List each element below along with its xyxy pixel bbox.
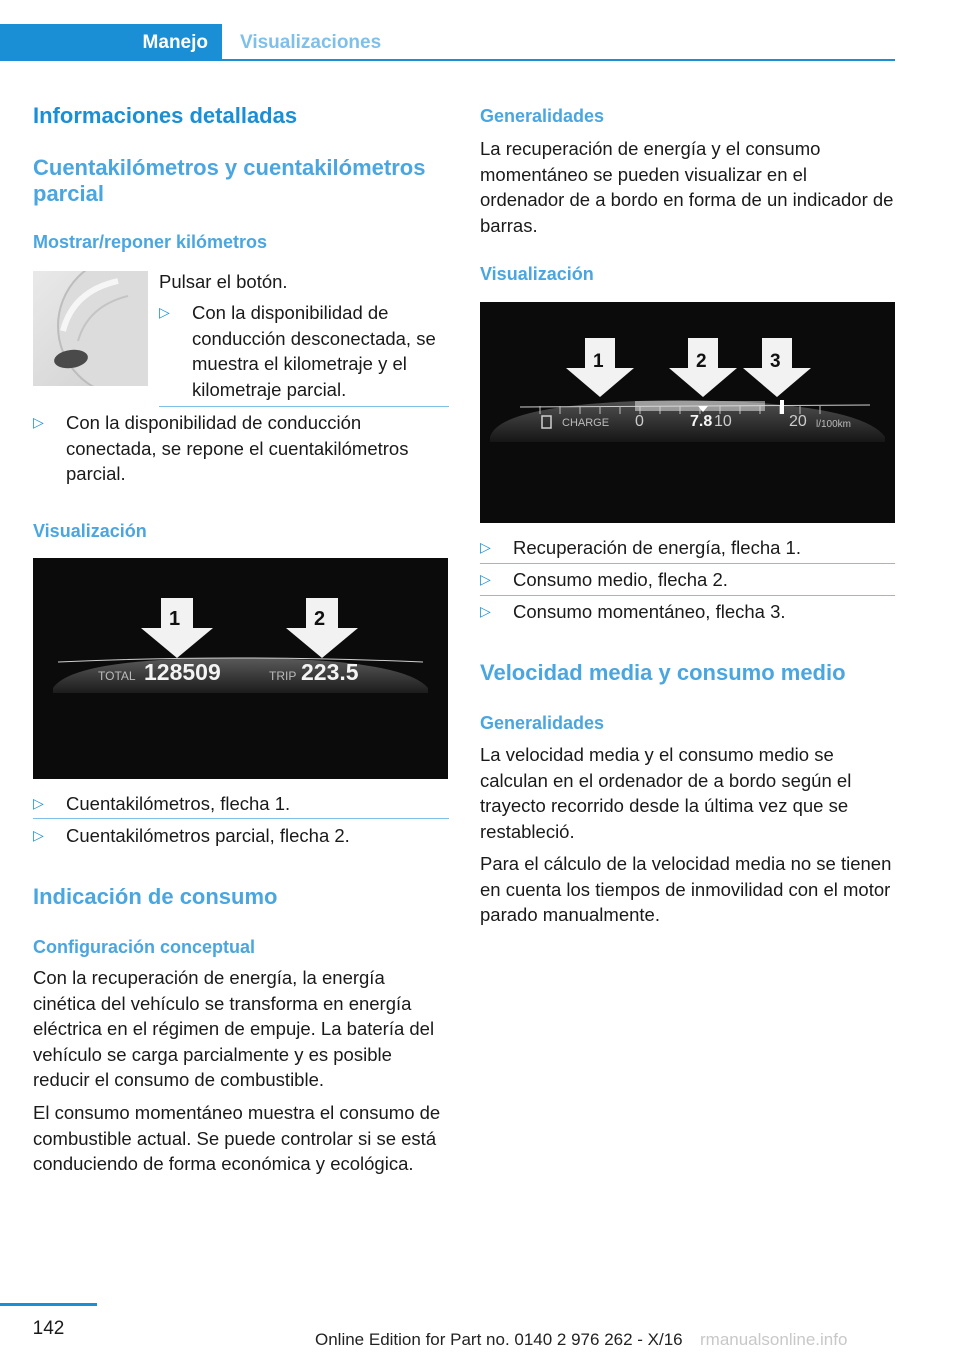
arrow-1-label: 1 xyxy=(169,608,181,630)
bullet-triangle-icon: ▷ xyxy=(480,571,491,587)
odometer-display-image xyxy=(33,558,448,779)
trip-label: TRIP xyxy=(269,669,297,683)
paragraph-average-1: La velocidad media y el consumo medio se calculan en el ordenador de a bordo según el trayecto recorrido desde la última vez que se restableció. xyxy=(480,744,852,842)
separator xyxy=(480,595,895,596)
arrow-2-label: 2 xyxy=(696,351,707,372)
consumption-display-image xyxy=(480,302,895,523)
list-item: ▷ Recuperación de energía, flecha 1. xyxy=(480,535,895,561)
press-button-text: Pulsar el botón. xyxy=(159,271,288,292)
subheading-general: Generalidades xyxy=(480,106,605,126)
heading-average: Velocidad media y consumo medio xyxy=(480,660,846,685)
bullet-triangle-icon: ▷ xyxy=(159,304,170,320)
bullet-triangle-icon: ▷ xyxy=(33,414,44,430)
consumption-value: 7.8 xyxy=(690,413,713,430)
paragraph-general: La recuperación de energía y el consumo momentáneo se pueden visualizar en el ordenador de a bordo en forma de un indicador de barras. xyxy=(480,138,894,236)
tick-twenty: 20 xyxy=(789,413,807,430)
list-item: ▷ Con la disponibilidad de conducción desconectada, se muestra el kilometraje y el kilometraje parcial. xyxy=(159,300,449,402)
arrow-2-label: 2 xyxy=(314,608,326,630)
arrow-1-label: 1 xyxy=(593,351,604,372)
heading-odometer: Cuentakilómetros y cuentakilómetros parcial xyxy=(33,155,426,206)
unit-label: l/100km xyxy=(816,419,852,430)
charge-label: CHARGE xyxy=(562,417,610,429)
paragraph-concept-2: El consumo momentáneo muestra el consumo de combustible actual. Se puede controlar si se está conduciendo de forma económica y ecológica. xyxy=(33,1102,441,1174)
bullet-triangle-icon: ▷ xyxy=(480,539,491,555)
subheading-concept: Configuración conceptual xyxy=(33,937,256,957)
list-item: ▷ Consumo medio, flecha 2. xyxy=(480,567,895,593)
watermark: rmanualsonline.info xyxy=(700,1330,848,1349)
tick-ten: 10 xyxy=(714,413,732,430)
edition-text: Online Edition for Part no. 0140 2 976 262 - X/16 xyxy=(315,1330,683,1349)
paragraph-average-2: Para el cálculo de la velocidad media no se tienen en cuenta los tiempos de inmovilidad con el motor parado manualmente. xyxy=(480,853,892,925)
list-item: ▷ Cuentakilómetros, flecha 1. xyxy=(33,791,449,817)
paragraph-concept-1: Con la recuperación de energía, la energía cinética del vehículo se transforma en energía eléctrica en el régimen de empuje. La batería del vehículo se carga parcialmente y es posible reducir el consumo de combustible. xyxy=(33,967,435,1090)
arrow-3-label: 3 xyxy=(770,351,781,372)
header-rule xyxy=(0,59,895,61)
total-label: TOTAL xyxy=(98,669,136,683)
subheading-display-right: Visualización xyxy=(480,264,594,284)
bullet-triangle-icon: ▷ xyxy=(33,827,44,843)
heading-consumption: Indicación de consumo xyxy=(33,884,278,909)
list-item: ▷ Con la disponibilidad de conducción conectada, se repone el cuentakilómetros parcial. xyxy=(33,410,449,487)
footer-rule xyxy=(0,1303,97,1306)
total-value: 128509 xyxy=(144,659,221,685)
tab-visualizaciones[interactable]: Visualizaciones xyxy=(240,31,382,53)
list-item: ▷ Cuentakilómetros parcial, flecha 2. xyxy=(33,823,449,849)
subheading-display-left: Visualización xyxy=(33,521,147,541)
tab-manejo[interactable]: Manejo xyxy=(0,24,222,61)
page-number: 142 xyxy=(32,1318,65,1339)
heading-detailed-info: Informaciones detalladas xyxy=(33,103,298,128)
separator xyxy=(33,818,449,819)
odometer-button-photo xyxy=(33,271,148,386)
tick-zero: 0 xyxy=(635,413,644,430)
bullet-triangle-icon: ▷ xyxy=(33,795,44,811)
list-item: ▷ Consumo momentáneo, flecha 3. xyxy=(480,599,895,625)
bullet-triangle-icon: ▷ xyxy=(480,603,491,619)
separator xyxy=(480,563,895,564)
subheading-general-2: Generalidades xyxy=(480,713,605,733)
subheading-show-reset: Mostrar/reponer kilómetros xyxy=(33,232,268,252)
trip-value: 223.5 xyxy=(301,659,359,685)
separator xyxy=(159,406,449,407)
